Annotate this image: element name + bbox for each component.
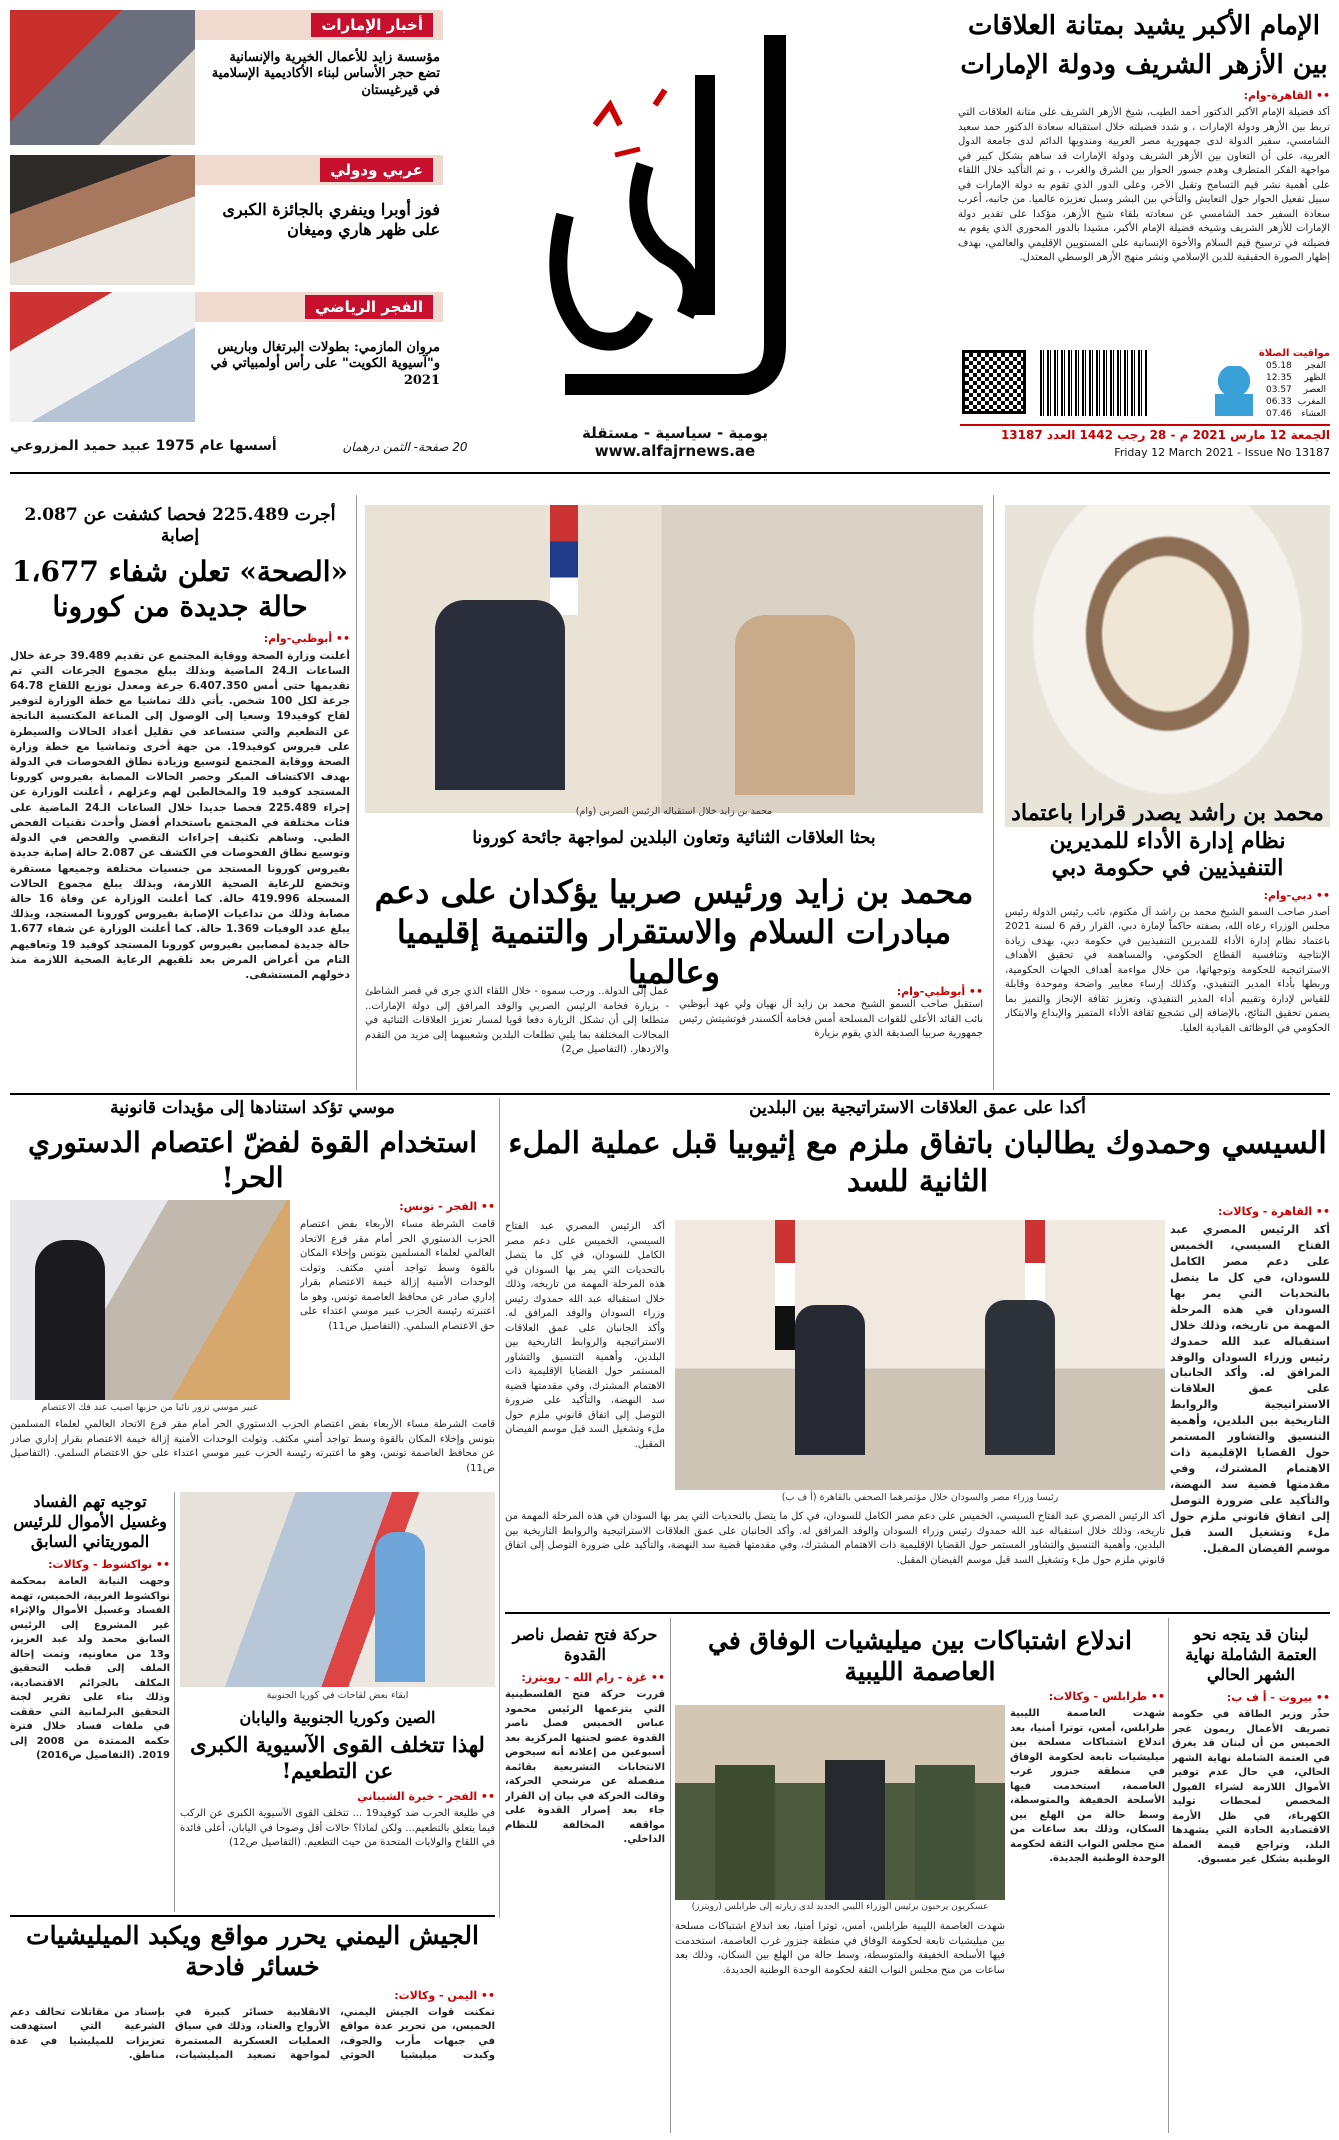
mousa-caption: عبير موسي تزور نائبا من حزبها اصيب عند فك الاعتصام <box>41 1402 259 1413</box>
serbia-body-block <box>365 985 983 1080</box>
masthead-divider <box>10 472 1330 474</box>
libya-body-2: شهدت العاصمة الليبية طرابلس، أمس، توترا أمنيا، بعد اندلاع اشتباكات مسلحة بين ميليشيات تابعة لحكومة الوفاق في منطقة جنزور غرب العاصمة، استخدمت فيها الأسلحة الخفيفة والمتوسطة، وسط حالة من الهلع بين السكان، وذلك بعد ساعات من منح مجلس النواب الثقة لحكومة الوحدة الوطنية الجديدة. <box>675 1921 1005 1976</box>
covid-kicker: أجرت 225.489 فحصا كشفت عن 2.087 إصابة <box>24 505 336 547</box>
fatah-dateline: •• غزة - رام الله - رويترز: <box>521 1671 665 1684</box>
mousa-kicker: موسي تؤكد استنادها إلى مؤيدات قانونية <box>110 1098 395 1118</box>
teaser-2-headline: فوز أوبرا وينفري بالجائزة الكبرى على ظهر هاري وميغان <box>222 200 440 239</box>
website[interactable]: www.alfajrnews.ae <box>594 442 756 460</box>
teaser-3-section: الفجر الرياضي <box>305 295 433 319</box>
serbia-photo <box>365 505 983 813</box>
prayer-row: العشاء 07.46 <box>1266 409 1326 419</box>
founded-line: أسسها عام 1975 عبيد حميد المزروعي <box>10 438 277 454</box>
serbia-body-1: استقبل صاحب السمو الشيخ محمد بن زايد آل نهيان ولي عهد أبوظبي نائب القائد الأعلى للقوات المسلحة أمس فخامة ألكسندر فوتشيتش رئيس جمهورية صربيا الصديقة الذي يقوم بزيارة <box>679 999 983 1039</box>
mousa-body: قامت الشرطة مساء الأربعاء بفض اعتصام الحزب الدستوري الحر أمام مقر فرع الاتحاد العالمي لعلماء المسلمين بتونس وإخلاء المكان بالقوة وسط تواجد أمني مكثف. وتولت الوحدات الأمنية إزالة خيمة الاعتصام بقرار إداري صادر عن محافظ العاصمة تونس، وهو ما اعتبرته رئيسة الحزب عبير موسي اعتداء على حق الاعتصام السلمي. (التفاصيل ص11) <box>300 1219 495 1332</box>
china-photo <box>180 1492 495 1687</box>
mousa-headline: استخدام القوة لفضّ اعتصام الدستوري الحر! <box>27 1126 478 1195</box>
mousa-photo <box>10 1200 290 1400</box>
china-kicker: الصين وكوريا الجنوبية واليابان <box>239 1708 436 1727</box>
mousa-body-2: قامت الشرطة مساء الأربعاء بفض اعتصام الحزب الدستوري الحر أمام مقر فرع الاتحاد العالمي لعلماء المسلمين بتونس وإخلاء المكان بالقوة وسط تواجد أمني مكثف. وتولت الوحدات الأمنية إزالة خيمة الاعتصام بقرار إداري صادر عن محافظ العاصمة تونس، وهو ما اعتبرته رئيسة الحزب عبير موسي اعتداء على حق الاعتصام السلمي. (التفاصيل ص11) <box>10 1419 495 1474</box>
sisi-caption: رئيسا وزراء مصر والسودان خلال مؤتمرهما الصحفي بالقاهرة (أ ف ب) <box>781 1492 1059 1503</box>
teaser-1[interactable] <box>10 10 443 145</box>
libya-photo <box>675 1705 1005 1900</box>
mousa-dateline-box <box>300 1200 495 1213</box>
covid-headline: «الصحة» تعلن شفاء 1،677 حالة جديدة من كورونا <box>11 554 349 623</box>
row-divider <box>10 1915 495 1917</box>
mousa-dateline: •• الفجر - تونس: <box>399 1200 495 1213</box>
fatah-body: قررت حركة فتح الفلسطينية التي يتزعمها الرئيس محمود عباس الخميس فصل ناصر القدوة عضو لجنتها المركزية بعد أسبوعين من إعلانه أنه سيخوض الانتخابات التشريعية بقائمة منفصلة عن مرشحي الحركة، وقالت الحركة في بيان إن القرار جاء بعد إصرار القدوة على مواقفه المخالفة للنظام الداخلي. <box>505 1689 665 1845</box>
yemen-dateline: •• اليمن - وكالات: <box>394 1988 495 2002</box>
teaser-1-section: أخبار الإمارات <box>311 13 433 37</box>
libya-body-box[interactable] <box>1010 1690 1165 2130</box>
serbia-caption: محمد بن زايد خلال استقباله الرئيس الصربي (وام) <box>575 806 773 817</box>
divider <box>993 495 994 1090</box>
price-line: 20 صفحة- الثمن درهمان <box>342 440 468 454</box>
serbia-headline: محمد بن زايد ورئيس صربيا يؤكدان على دعم مبادرات السلام والاستقرار والتنمية إقليميا وعالميا <box>374 873 974 991</box>
covid-body: أعلنت وزارة الصحة ووقاية المجتمع عن تقديم 39.489 جرعة خلال الساعات الـ24 الماضية وبذلك يبلغ مجموع الجرعات التي تم تقديمها حتى أمس 6.407.350 جرعة ومعدل توزيع اللقاح 64.78 جرعة لكل 100 شخص. يأتي ذلك تماشيا مع خطة الوزارة لتوفير لقاح كوفيد19 وسعيا إلى الوصول إلى المناعة المكتسبة الناتجة عن التطعيم والتي ستساعد في تقليل أعداد الحالات والسيطرة على فيروس كوفيد19. من جهة أخرى وتماشيا مع خطة وزارة الصحة ووقاية المجتمع لتوسيع وزيادة نطاق الفحوصات في الدولة بهدف الاكتشاف المبكر وحصر الحالات المصابة بفيروس كورونا المستجد كوفيد 19 والمخالطين لهم وعزلهم ، أعلنت الوزارة عن إجراء 225.489 فحصا جديدا خلال الساعات الـ24 الماضية على فئات مختلفة في المجتمع باستخدام أفضل وأحدث تقنيات الفحص الطبي. وساهم تكثيف إجراءات التقصي والفحص في الدولة وتوسيع نطاق الفحوصات في الكشف عن 2.087 حالة إصابة جديدة بفيروس كورونا المستجد من جنسيات مختلفة وجميعها مستقرة وتخضع للرعاية الصحية اللازمة، وبذلك يبلغ مجموع الحالات المسجلة 419.996 حالة. كما أعلنت الوزارة عن وفاة 16 حالة مصابة وذلك من تداعيات الإصابة بفيروس كورونا المستجد، وبذلك يبلغ عدد الوفيات 1.369 حالة. كما أعلنت الوزارة عن شفاء 1.677 حالة جديدة لمصابين بفيروس كورونا المستجد كوفيد 19 وتعافيهم التام من أعراض المرض بعد تلقيهم الرعاية الصحية اللازمة منذ دخولهم المستشفى. <box>10 649 350 982</box>
fatah-article[interactable] <box>505 1625 665 2130</box>
teaser-2-photo <box>10 155 195 285</box>
serbia-dateline: •• أبوظبي-وام: <box>896 985 983 998</box>
azhar-article[interactable] <box>958 10 1330 335</box>
mousa-article[interactable] <box>10 1098 495 1195</box>
date-english: Friday 12 March 2021 - Issue No 13187 <box>1114 446 1330 459</box>
sisi-dateline: •• القاهرة - وكالات: <box>1217 1205 1330 1218</box>
serbia-body-2: عمل إلى الدولة.. ورحب سموه - خلال اللقاء الذي جرى في قصر الشاطئ - بزيارة فخامة الرئيس الصربي والوفد المرافق إلى دولة الإمارات.. متطلعا إلى أن تشكل الزيارة دفعا قويا لمسار تعزيز العلاقات الثنائية في المجالات المختلفة بما يلبي تطلعات البلدين وشعبيهما إلى مزيد من التقدم والازدهار. (التفاصيل ص2) <box>365 986 669 1055</box>
lebanon-dateline: •• بيروت - أ ف ب: <box>1226 1691 1330 1704</box>
teaser-3-photo <box>10 292 195 422</box>
tagline-box <box>560 424 790 466</box>
divider <box>499 1098 500 1918</box>
teaser-2[interactable] <box>10 155 443 285</box>
row-divider <box>10 1093 1330 1095</box>
rashid-dateline: •• دبي-وام: <box>1263 888 1330 902</box>
libya-caption: عسكريون يرحبون برئيس الوزراء الليبي الجديد لدى زيارته إلى طرابلس (رويترز) <box>691 1902 989 1912</box>
prayer-title: مواقيت الصلاة <box>1258 348 1330 359</box>
prayer-box <box>1180 348 1330 424</box>
divider <box>174 1492 175 1912</box>
yemen-body: تمكنت قوات الجيش اليمني، الخميس، من تحرير عدة مواقع في جبهات مأرب والجوف، وكبدت ميليشيا الحوثي الانقلابية خسائر كبيرة في الأرواح والعتاد، وذلك في سياق العمليات العسكرية المستمرة لمواجهة تصعيد الميليشيات، بإسناد من مقاتلات تحالف دعم الشرعية التي استهدفت تعزيزات للميليشيا في عدة مناطق. <box>10 2006 495 2061</box>
sisi-kicker: أكدا على عمق العلاقات الاستراتيجية بين البلدين <box>749 1098 1086 1118</box>
azhar-headline-1: الإمام الأكبر يشيد بمتانة العلاقات <box>968 11 1320 41</box>
divider <box>356 495 357 1090</box>
teaser-2-section: عربي ودولي <box>320 158 433 182</box>
yemen-headline: الجيش اليمني يحرر مواقع ويكبد الميليشيات خسائر فادحة <box>26 1921 479 1982</box>
date-bar <box>960 424 1330 466</box>
rashid-headline: محمد بن راشد يصدر قرارا باعتماد نظام إدارة الأداء للمديرين التنفيذيين في حكومة دبي <box>1011 800 1324 881</box>
yemen-article[interactable] <box>10 1920 495 2132</box>
tawjih-article[interactable] <box>10 1492 170 1912</box>
sisi-body-right <box>1170 1205 1330 1605</box>
china-caption: ابقاء بعض لقاحات في كوريا الجنوبية <box>266 1690 409 1701</box>
china-body-box <box>180 1790 495 1910</box>
divider <box>1168 1618 1169 2133</box>
row-divider <box>505 1612 1330 1614</box>
libya-headline: اندلاع اشتباكات بين ميليشيات الوفاق في العاصمة الليبية <box>708 1626 1132 1687</box>
teaser-3-headline: مروان المازمي: بطولات البرتغال وباريس و"آسيوية الكويت" على رأس أولمبياتي في 2021 <box>210 340 440 388</box>
tawjih-body: وجهت النيابة العامة بمحكمة نواكشوط الغربية، الخميس، تهمة الفساد وغسيل الأموال والإثراء غير المشروع إلى الرئيس السابق محمد ولد عبد العزيز، و13 من معاونيه، وتمت إحالة الملف إلى قطب التحقيق المكلف بالجرائم الاقتصادية، وذلك بناء على تقرير لجنة التحقيق البرلمانية التي حققت في ملفات فساد خلال فترة حكمه الممتدة من 2008 إلى 2019. (التفاصيل ص2016) <box>10 1576 170 1761</box>
sisi-photo <box>675 1220 1165 1490</box>
covid-article[interactable] <box>10 505 350 1090</box>
china-headline: لهذا تتخلف القوى الآسيوية الكبرى عن التطعيم! <box>190 1732 485 1784</box>
barcode <box>1040 350 1148 416</box>
prayer-table <box>1262 359 1330 421</box>
tawjih-headline: توجيه تهم الفساد وغسيل الأموال للرئيس الموريتاني السابق <box>13 1492 167 1551</box>
sisi-body-left: أكد الرئيس المصري عبد الفتاح السيسي، الخميس على دعم مصر الكامل للسودان، في كل ما يتصل بالتحديات التي يمر بها السودان في هذه المرحلة المهمة من تاريخه، وذلك خلال استقباله عبد الله حمدوك رئيس وزراء السودان والوفد المرافق له. وأكد الجانبان على عمق العلاقات الاستراتيجية والروابط التاريخية بين البلدين، وأهمية التنسيق والتشاور المستمر حول القضايا الإقليمية ذات الاهتمام المشترك، وفي مقدمتها قضية سد النهضة، والتأكيد على ضرورة التوصل إلى اتفاق قانوني ملزم حول ملء وتشغيل السد قبل موسم الفيضان المقبل. <box>505 1221 665 1450</box>
teaser-1-photo <box>10 10 195 145</box>
tawjih-dateline: •• نواكشوط - وكالات: <box>48 1558 170 1571</box>
china-body: في طليعة الحرب ضد كوفيد19 ... تتخلف القوى الآسيوية الكبرى عن الركب فيما يتعلق بالتطعيم... ولكن لماذا؟ حالات أقل وضوحا في اليابان، أعلى فائدة في اللقاح والولايات المتحدة من حيث التطعيم. (التفاصيل ص12) <box>180 1808 495 1848</box>
lebanon-body: حذّر وزير الطاقة في حكومة تصريف الأعمال ريمون غجر الخميس من أن لبنان قد يغرق في العتمة الشاملة نهاية الشهر الحالي، في حال عدم توفير الأموال اللازمة لشراء الفيول المخصص لمحطات توليد الكهرباء، في ظل الأزمة الاقتصادية الحادة التي يشهدها البلد، وتراجع قيمة العملة الوطنية بشكل غير مسبوق. <box>1172 1709 1330 1865</box>
sisi-headline: السيسي وحمدوك يطالبان باتفاق ملزم مع إثيوبيا قبل عملية الملء الثانية للسد <box>508 1126 1327 1199</box>
libya-body: شهدت العاصمة الليبية طرابلس، أمس، توترا أمنيا، بعد اندلاع اشتباكات مسلحة بين ميليشيات تابعة لحكومة الوفاق في منطقة جنزور غرب العاصمة، استخدمت فيها الأسلحة الخفيفة والمتوسطة، وسط حالة من الهلع بين السكان، وذلك بعد ساعات من منح مجلس النواب الثقة لحكومة الوحدة الوطنية الجديدة. <box>1010 1708 1165 1864</box>
teaser-3[interactable] <box>10 292 443 422</box>
libya-dateline: •• طرابلس - وكالات: <box>1048 1690 1165 1703</box>
azhar-body: أكد فضيلة الإمام الأكبر الدكتور أحمد الطيب، شيخ الأزهر الشريف على متانة العلاقات التي تربط بين الأزهر ودولة الإمارات ، و شدد فضيلته خلال استقباله سعادة الدكتور حمد سعيد الشامسي، سفير الدولة لدى جمهورية مصر العربية ومندوبها الدائم لدى جامعة الدول العربية، على أن التعاون بين الأزهر الشريف ودولة الإمارات قد ساهم بشكل كبير في مواجهة الفكر المتطرف وهدم جسور الحوار بين الشرق والغرب ، و تم التأكيد خلال اللقاء على أهمية نشر قيم التسامح وتقبل الآخر، وعلى الدور الذي تقوم به دولة الإمارات في سبيل تفعيل الحوار حول التعايش والتآخي بين البشر وسبل تعزيزه عالميا. من جانبه، أعرب سعادة السفير حمد الشامسي عن سعادته بلقاء شيخ الأزهر، مؤكدا على تقدير دولة الإمارات للأزهر الشريف وشيخه فضيلة الإمام الأكبر، مشيدا بالدور المحوري الذي يقوم به فضيلته في ترسيخ قيم السلام والأخوة الإنسانية على المستويين الإقليمي والعالمي، بهدف إظهار الصورة الحقيقية للدين الإسلامي ونشر منهج الأزهر الوسطي المعتدل. <box>958 107 1330 263</box>
sisi-body-bottom: أكد الرئيس المصري عبد الفتاح السيسي، الخميس على دعم مصر الكامل للسودان، في كل ما يتصل بالتحديات التي يمر بها السودان في هذه المرحلة المهمة من تاريخه، وذلك خلال استقباله عبد الله حمدوك رئيس وزراء السودان والوفد المرافق له. وأكد الجانبان على عمق العلاقات الاستراتيجية والروابط التاريخية بين البلدين، وأهمية التنسيق والتشاور المستمر حول القضايا الإقليمية ذات الاهتمام المشترك، وفي مقدمتها قضية سد النهضة، والتأكيد على ضرورة التوصل إلى اتفاق قانوني ملزم حول ملء وتشغيل السد قبل موسم الفيضان المقبل. <box>505 1511 1165 1566</box>
teaser-1-headline: مؤسسة زايد للأعمال الخيرية والإنسانية تضع حجر الأساس لبناء الأكاديمية الإسلامية في قيرغيستان <box>211 50 440 98</box>
covid-dateline: •• أبوظبي-وام: <box>263 631 350 645</box>
rashid-article[interactable] <box>1005 800 1330 1125</box>
lebanon-headline: لبنان قد يتجه نحو العتمة الشاملة نهاية الشهر الحالي <box>1185 1625 1317 1684</box>
masthead-logo[interactable] <box>500 10 830 400</box>
prayer-row: العصر 03.57 <box>1266 385 1326 395</box>
rashid-body: أصدر صاحب السمو الشيخ محمد بن راشد آل مكتوم، نائب رئيس الدولة رئيس مجلس الوزراء رعاه الله، بصفته حاكماً لإمارة دبي، القرار رقم 6 لسنة 2021 باعتماد نظام إدارة الأداء للمديرين التنفيذيين في حكومة دبي، بهدف زيادة الإنتاجية وتنافسية القطاع الحكومي، والمساهمة في تحقيق الأهداف الاستراتيجية للحكومة وتوجهاتها، من خلال مواءمة أهداف الجهات الحكومية، وربطها بأداء المدير التنفيذي، وكذلك إرساء معايير واضحة وموحدة وقابلة للقياس لإدارة وتقييم أداء المدير التنفيذي، وتعزيز ثقافة الإنجاز والتميز بما يضمن تحقيق النتائج، بالإضافة إلى تشجيع ثقافة الأداء المتميز والإبداع والابتكار الحكومي في الوظائف القيادية العليا. <box>1005 906 1330 1034</box>
mosque-icon <box>1215 366 1253 416</box>
rashid-photo <box>1005 505 1330 827</box>
divider <box>670 1618 671 2133</box>
azhar-headline-2: بين الأزهر الشريف ودولة الإمارات <box>960 49 1328 80</box>
sisi-body: أكد الرئيس المصري عبد الفتاح السيسي، الخميس على دعم مصر الكامل للسودان، في كل ما يتصل بالتحديات التي يمر بها السودان في هذه المرحلة المهمة من تاريخه، وذلك خلال استقباله عبد الله حمدوك رئيس وزراء السودان والوفد المرافق له. وأكد الجانبان على عمق العلاقات الاستراتيجية والروابط التاريخية بين البلدين، وأهمية التنسيق والتشاور المستمر حول القضايا الإقليمية ذات الاهتمام المشترك، وفي مقدمتها قضية سد النهضة، والتأكيد على ضرورة التوصل إلى اتفاق قانوني ملزم حول ملء وتشغيل السد قبل موسم الفيضان المقبل. <box>1170 1223 1330 1555</box>
date-arabic: الجمعة 12 مارس 2021 م - 28 رجب 1442 العدد 13187 <box>960 424 1330 442</box>
serbia-kicker: بحثا العلاقات الثنائية وتعاون البلدين لمواجهة جائحة كورونا <box>472 828 876 848</box>
tagline: يومية - سياسية - مستقلة <box>581 424 769 442</box>
china-dateline: •• الفجر - خيرة الشيباني <box>357 1790 495 1803</box>
qr-code <box>962 350 1026 414</box>
azhar-dateline: •• القاهرة-وام: <box>1243 89 1330 102</box>
lebanon-article[interactable] <box>1172 1625 1330 2130</box>
fatah-headline: حركة فتح تفصل ناصر القدوة <box>512 1625 658 1664</box>
prayer-row: الظهر 12.35 <box>1266 373 1326 383</box>
prayer-row: المغرب 06.33 <box>1266 397 1326 407</box>
prayer-row: الفجر 05.18 <box>1266 361 1326 371</box>
